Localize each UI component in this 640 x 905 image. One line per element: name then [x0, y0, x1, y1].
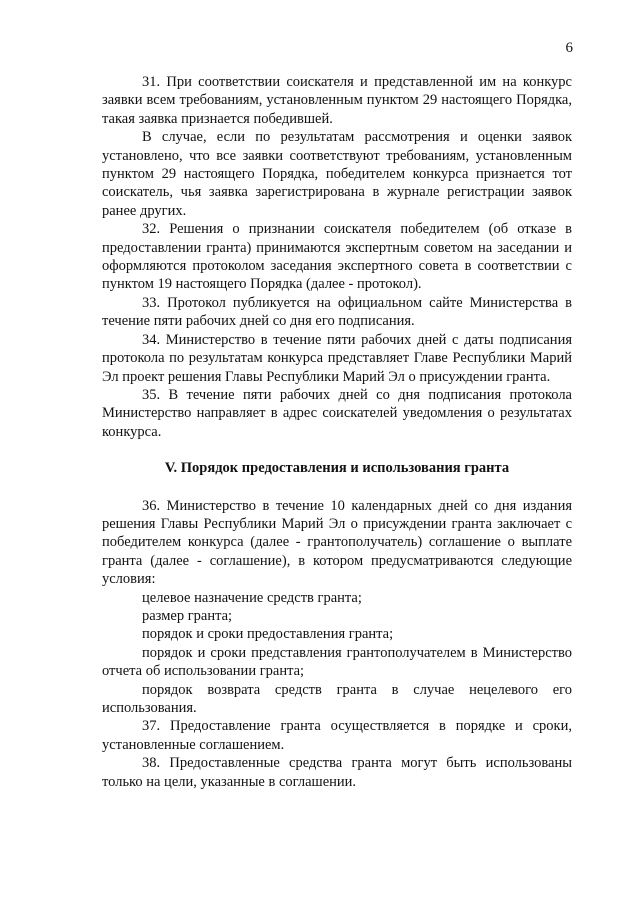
- condition-item: целевое назначение средств гранта;: [142, 589, 362, 606]
- paragraph-31-continuation: В случае, если по результатам рассмотрения и оценки заявок установлено, что все заявки соответствуют требованиям, установленным пунктом 29 настоящего Порядка, победителем конкурса признается тот соискатель, чья заявка зарегистрирована в журнале регистрации заявок ранее других.: [102, 129, 572, 219]
- paragraph-36: 36. Министерство в течение 10 календарных дней со дня издания решения Главы Республики Марий Эл о присуждении гранта заключает с победителем конкурса (далее - грантополучатель) соглашение о выплате гранта (далее - соглашение), в котором предусматриваются следующие условия:: [102, 497, 572, 588]
- paragraph-33: 33. Протокол публикуется на официальном сайте Министерства в течение пяти рабочих дней со дня его подписания.: [102, 294, 572, 330]
- paragraph-37: 37. Предоставление гранта осуществляется в порядке и сроки, установленные соглашением.: [102, 718, 572, 753]
- paragraph-32: 32. Решения о признании соискателя победителем (об отказе в предоставлении гранта) принимаются экспертным советом на заседании и оформляются протоколом заседания экспертного совета в соответствии с пунктом 19 настоящего Порядка (далее - протокол).: [102, 221, 572, 293]
- document-body: [102, 73, 572, 791]
- paragraph-35: 35. В течение пяти рабочих дней со дня подписания протокола Министерство направляет в адрес соискателей уведомления о результатах конкурса.: [102, 386, 572, 440]
- paragraph-38: 38. Предоставленные средства гранта могут быть использованы только на цели, указанные в соглашении.: [102, 755, 572, 790]
- section-title: V. Порядок предоставления и использования гранта: [164, 460, 510, 477]
- condition-item: порядок и сроки предоставления гранта;: [142, 626, 394, 643]
- paragraph-31: 31. При соответствии соискателя и представленной им на конкурс заявки всем требованиям, установленным пунктом 29 настоящего Порядка, такая заявка признается победившей.: [102, 74, 572, 127]
- condition-item: порядок и сроки представления грантополучателем в Министерство отчета об использовании гранта;: [102, 644, 572, 680]
- condition-item: порядок возврата средств гранта в случае нецелевого его использования.: [102, 681, 572, 716]
- paragraph-34: 34. Министерство в течение пяти рабочих дней с даты подписания протокола по результатам конкурса представляет Главе Республики Марий Эл проект решения Главы Республики Марий Эл о присуждении гранта.: [102, 331, 572, 385]
- condition-item: размер гранта;: [142, 607, 233, 624]
- page-number: 6: [565, 40, 573, 56]
